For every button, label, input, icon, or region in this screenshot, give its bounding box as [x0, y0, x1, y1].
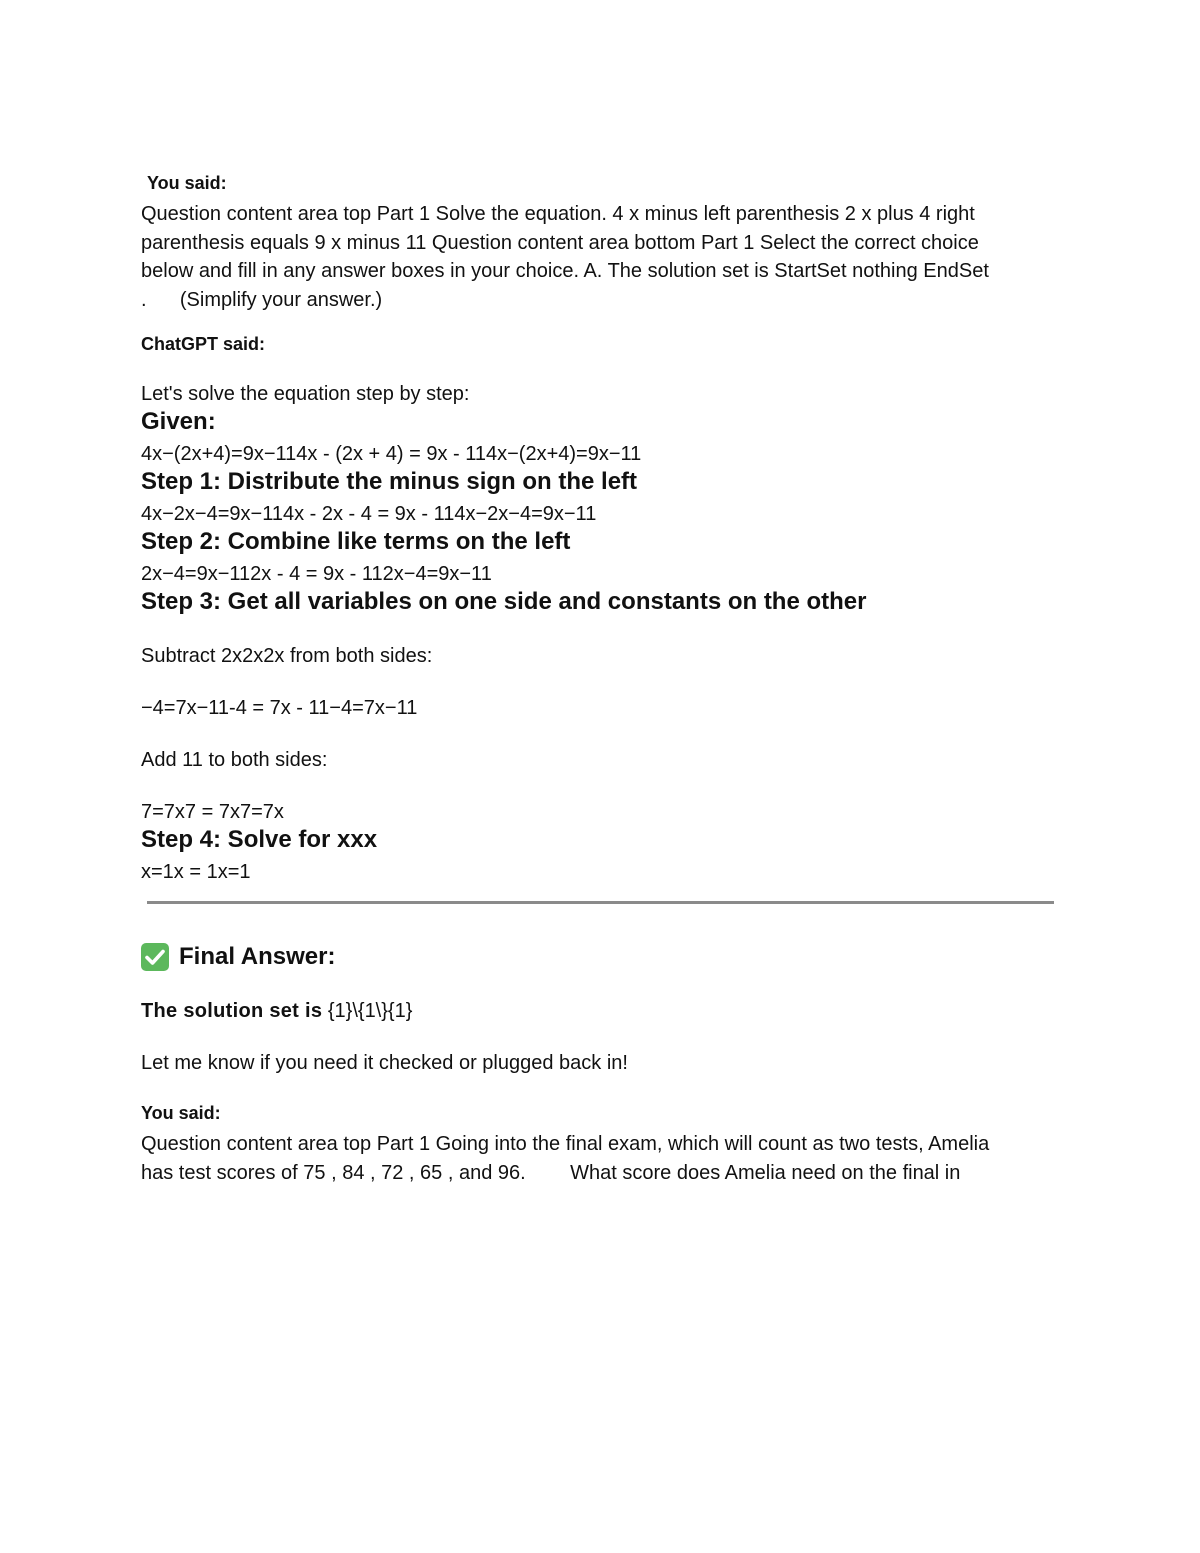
step2-equation: 2x−4=9x−112x - 4 = 9x - 112x−4=9x−11: [141, 563, 492, 585]
user-message-line: Question content area top Part 1 Going into the final exam, which will count as two tests, Amelia: [141, 1133, 990, 1155]
step3-add-text: Add 11 to both sides:: [141, 749, 328, 771]
assistant-label: ChatGPT said:: [141, 334, 266, 354]
closing-text: Let me know if you need it checked or plugged back in!: [141, 1052, 628, 1074]
chat-transcript: [141, 172, 1066, 1187]
user-message-line: below and fill in any answer boxes in your choice. A. The solution set is StartSet nothing EndSet: [141, 260, 989, 282]
check-mark-icon: [141, 943, 169, 971]
section-divider: [147, 901, 1054, 904]
given-equation: 4x−(2x+4)=9x−114x - (2x + 4) = 9x - 114x−(2x+4)=9x−11: [141, 443, 642, 465]
user-label: You said:: [141, 1103, 221, 1123]
step1-equation: 4x−2x−4=9x−114x - 2x - 4 = 9x - 114x−2x−4=9x−11: [141, 503, 597, 525]
intro-text: Let's solve the equation step by step:: [141, 383, 470, 405]
user-message-line: Question content area top Part 1 Solve the equation. 4 x minus left parenthesis 2 x plus 4 right: [141, 203, 975, 225]
step3-equation-2: 7=7x7 = 7x7=7x: [141, 801, 284, 823]
user-message-line: parenthesis equals 9 x minus 11 Question content area bottom Part 1 Select the correct choice: [141, 231, 979, 254]
user-message-line: has test scores of 75 , 84 , 72 , 65 , and 96. What score does Amelia need on the final in: [141, 1161, 961, 1184]
step3-equation-1: −4=7x−11-4 = 7x - 11−4=7x−11: [141, 697, 418, 719]
user-message: [141, 1130, 1066, 1187]
step4-equation: x=1x = 1x=1: [141, 861, 251, 883]
step2-heading: Step 2: Combine like terms on the left: [141, 528, 571, 555]
solution-label: The solution set is: [141, 1000, 323, 1022]
final-answer-title: Final Answer:: [179, 943, 336, 970]
solution-value: {1}\{1\}{1}: [327, 1000, 413, 1022]
final-answer-heading: [141, 942, 1066, 972]
step4-heading: Step 4: Solve for xxx: [141, 826, 378, 853]
user-message: [141, 200, 1066, 314]
given-heading: Given:: [141, 408, 216, 435]
step1-heading: Step 1: Distribute the minus sign on the left: [141, 468, 638, 495]
user-message-line: . (Simplify your answer.): [141, 288, 383, 311]
solution-line: [141, 998, 1066, 1024]
user-label: You said:: [147, 173, 227, 193]
step3-subtract-text: Subtract 2x2x2x from both sides:: [141, 645, 433, 667]
step3-heading: Step 3: Get all variables on one side and constants on the other: [141, 588, 867, 615]
